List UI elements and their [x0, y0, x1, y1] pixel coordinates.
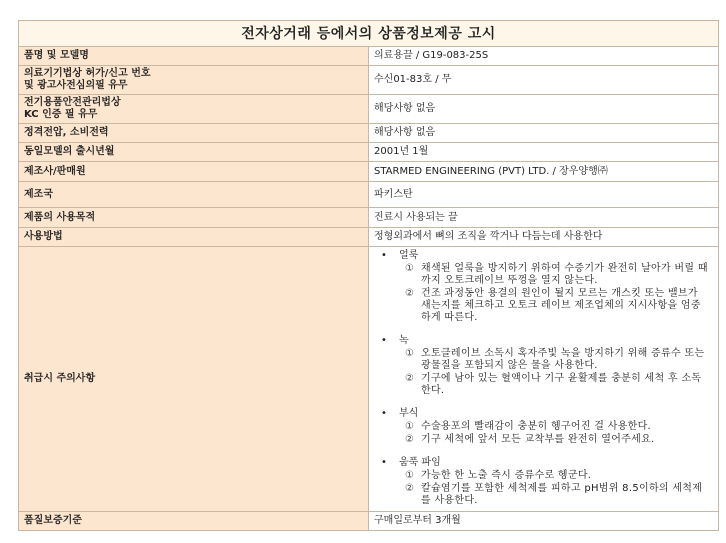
caution-heading-text: 움푹 파임 — [399, 457, 441, 468]
bullet-icon: • — [381, 457, 387, 468]
section-gap — [381, 447, 710, 457]
info-row — [19, 95, 719, 124]
row-value: 해당사항 없음 — [369, 95, 719, 124]
caution-item — [405, 348, 710, 372]
section-gap — [381, 325, 710, 335]
caution-heading — [381, 457, 710, 469]
caution-heading-text: 녹 — [399, 335, 409, 346]
item-number: ② — [405, 483, 414, 494]
caution-heading — [381, 408, 710, 420]
caution-notes — [369, 247, 719, 512]
item-number: ① — [405, 470, 414, 481]
product-info-notice — [18, 20, 719, 531]
section-gap — [381, 398, 710, 408]
item-number: ② — [405, 288, 414, 299]
item-number: ② — [405, 373, 414, 384]
item-number: ① — [405, 263, 414, 274]
caution-item — [405, 470, 710, 482]
item-text: 칼슘염기를 포함한 세척제를 피하고 pH범위 8.5이하의 세척제를 사용한다. — [421, 483, 703, 506]
info-row — [19, 162, 719, 182]
row-label: 제품의 사용목적 — [19, 208, 369, 228]
caution-heading — [381, 250, 710, 262]
row-value: 수신01-83호 / 무 — [369, 66, 719, 95]
table-title-row — [19, 21, 719, 47]
info-row — [19, 124, 719, 143]
caution-heading — [381, 335, 710, 347]
row-label: 전기용품안전관리법상 KC 인증 필 유무 — [19, 95, 369, 124]
item-text: 기구에 남아 있는 혈액이나 기구 윤활제를 충분히 세척 후 소독한다. — [421, 373, 702, 396]
row-value: 진료시 사용되는 끌 — [369, 208, 719, 228]
caution-section — [381, 250, 710, 324]
item-number: ① — [405, 421, 414, 432]
row-label: 제조사/판매원 — [19, 162, 369, 182]
caution-section — [381, 457, 710, 507]
item-text: 건조 과정동안 용결의 원인이 될지 모르는 개스킷 또는 밸브가 새는지를 체크하고 오토크 레이브 제조업체의 지시사항을 엄중하게 따른다. — [421, 288, 701, 323]
row-label: 정격전압, 소비전력 — [19, 124, 369, 143]
info-row — [19, 228, 719, 247]
caution-section — [381, 408, 710, 446]
item-text: 가능한 한 노출 즉시 증류수로 헹군다. — [421, 470, 592, 481]
caution-item — [405, 288, 710, 324]
caution-row — [19, 247, 719, 512]
product-info-table — [18, 20, 719, 531]
warranty-row — [19, 512, 719, 531]
caution-item — [405, 373, 710, 397]
info-row — [19, 47, 719, 66]
bullet-icon: • — [381, 250, 387, 261]
caution-item — [405, 421, 710, 433]
warranty-label: 품질보증기준 — [19, 512, 369, 531]
row-value: 의료용끌 / G19-083-25S — [369, 47, 719, 66]
row-value: 해당사항 없음 — [369, 124, 719, 143]
caution-item — [405, 483, 710, 507]
row-label: 의료기기법상 허가/신고 번호 및 광고사전심의필 유무 — [19, 66, 369, 95]
info-row — [19, 143, 719, 162]
caution-label: 취급시 주의사항 — [19, 247, 369, 512]
info-row — [19, 182, 719, 208]
row-value: STARMED ENGINEERING (PVT) LTD. / 장우양행㈜ — [369, 162, 719, 182]
caution-section — [381, 335, 710, 397]
bullet-icon: • — [381, 335, 387, 346]
caution-heading-text: 얼룩 — [399, 250, 419, 261]
row-label: 사용방법 — [19, 228, 369, 247]
item-number: ② — [405, 434, 414, 445]
caution-item — [405, 263, 710, 287]
row-value: 2001년 1월 — [369, 143, 719, 162]
row-label: 제조국 — [19, 182, 369, 208]
item-text: 기구 세척에 앞서 모든 교착부를 완전히 열어주세요. — [421, 434, 655, 445]
info-row — [19, 66, 719, 95]
bullet-icon: • — [381, 408, 387, 419]
item-text: 채색된 얼룩을 방지하기 위하여 수증기가 완전히 날아가 버릴 때까지 오토크레이브 뚜껑을 열지 않는다. — [421, 263, 708, 286]
row-label: 동일모델의 출시년월 — [19, 143, 369, 162]
info-rows — [19, 47, 719, 247]
row-value: 파키스탄 — [369, 182, 719, 208]
item-text: 수술용포의 빨래감이 충분히 헹구어진 걸 사용한다. — [421, 421, 652, 432]
caution-item — [405, 434, 710, 446]
table-title: 전자상거래 등에서의 상품정보제공 고시 — [19, 21, 719, 47]
row-label: 품명 및 모델명 — [19, 47, 369, 66]
caution-heading-text: 부식 — [399, 408, 419, 419]
info-row — [19, 208, 719, 228]
row-value: 정형외과에서 뼈의 조직을 깍거나 다듬는데 사용한다 — [369, 228, 719, 247]
item-number: ① — [405, 348, 414, 359]
warranty-value: 구매일로부터 3개월 — [369, 512, 719, 531]
item-text: 오토클레이브 소독시 혹자주빛 녹을 방지하기 위해 증류수 또는 광물질을 포함되지 않은 물을 사용한다. — [421, 348, 705, 371]
